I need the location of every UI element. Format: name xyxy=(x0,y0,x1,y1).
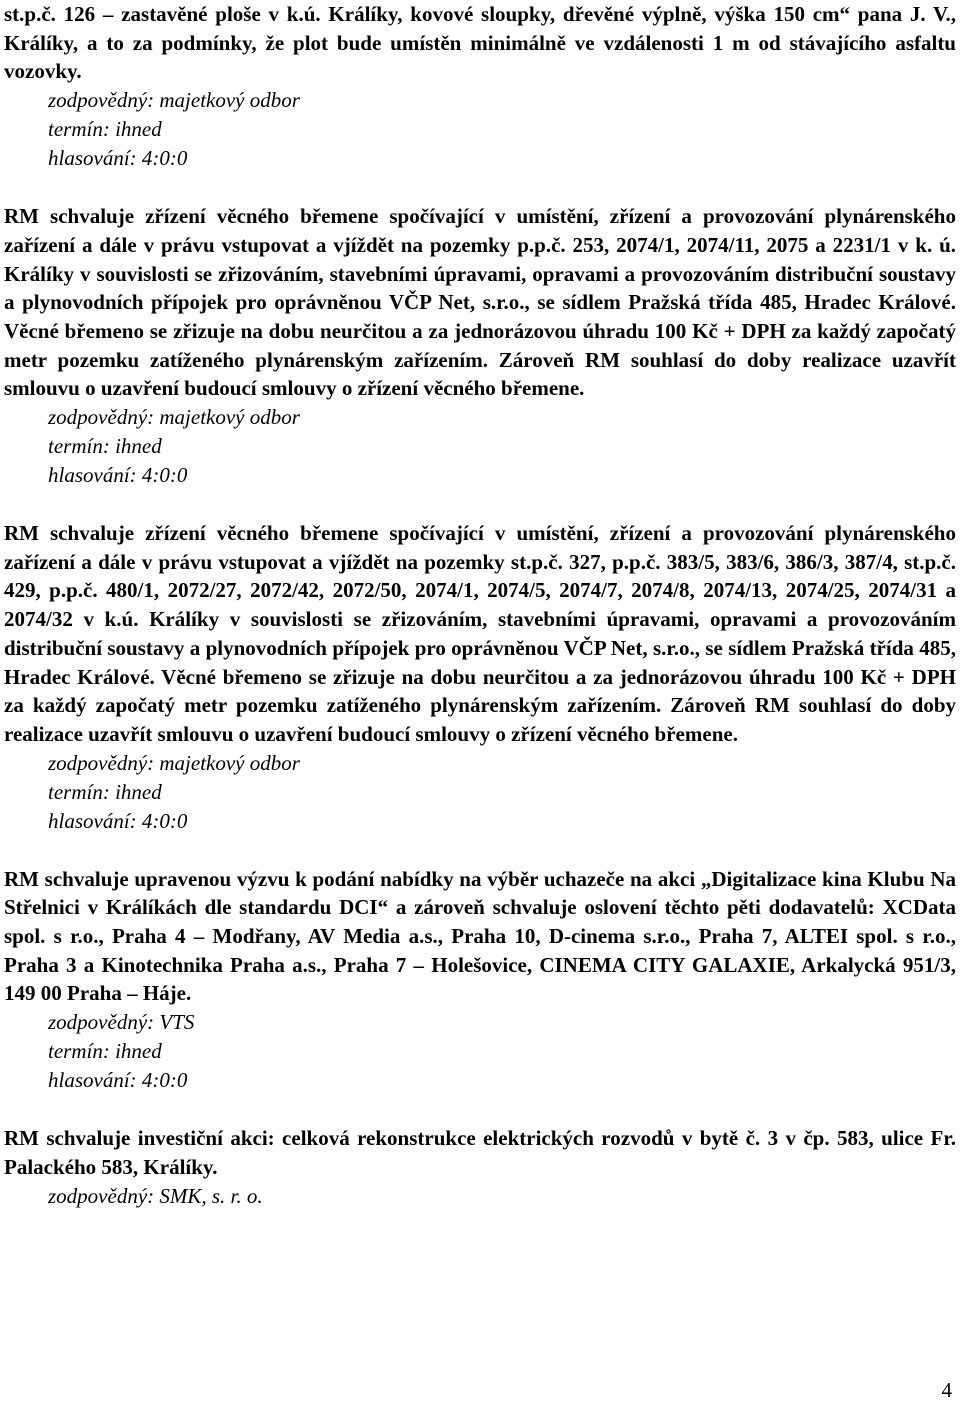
term-line: termín: ihned xyxy=(48,434,162,459)
vote-line: hlasování: 4:0:0 xyxy=(48,808,188,833)
vote-line: hlasování: 4:0:0 xyxy=(48,463,188,488)
term-line: termín: ihned xyxy=(48,117,162,142)
spacer xyxy=(4,836,956,865)
resolution-block-4 xyxy=(4,865,956,1096)
page-number: 4 xyxy=(941,1378,952,1402)
resolution-block-5 xyxy=(4,1124,956,1210)
responsible-line: zodpovědný: SMK, s. r. o. xyxy=(48,1183,263,1208)
responsible-line: zodpovědný: majetkový odbor xyxy=(48,750,300,775)
resolution-text: RM schvaluje zřízení věcného břemene spočívající v umístění, zřízení a provozování plynárenského zařízení a dále v právu vstupovat a vjíždět na pozemky p.p.č. 253, 2074/1, 2074/11, 2075 a 2231/1 v k. ú. Králíky v souvislosti se zřizováním, stavebními úpravami, opravami a provozováním distribuční soustavy a plynovodních přípojek pro oprávněnou VČP Net, s.r.o., se sídlem Pražská třída 485, Hradec Králové. Věcné břemeno se zřizuje na dobu neurčitou a za jednorázovou úhradu 100 Kč + DPH za každý započatý metr pozemku zatíženého plynárenským zařízením. Zároveň RM souhlasí do doby realizace uzavřít smlouvu o uzavření budoucí smlouvy o zřízení věcného břemene. xyxy=(4,204,956,401)
resolution-text: RM schvaluje investiční akci: celková rekonstrukce elektrických rozvodů v bytě č. 3 v čp. 583, ulice Fr. Palackého 583, Králíky. xyxy=(4,1126,956,1179)
resolution-block-2 xyxy=(4,202,956,490)
responsible-line: zodpovědný: VTS xyxy=(48,1010,195,1035)
term-line: termín: ihned xyxy=(48,779,162,804)
resolution-block-1 xyxy=(4,0,956,173)
resolution-block-3 xyxy=(4,519,956,836)
vote-line: hlasování: 4:0:0 xyxy=(48,1068,188,1093)
resolution-text: RM schvaluje upravenou výzvu k podání nabídky na výběr uchazeče na akci „Digitalizace kina Klubu Na Střelnici v Králíkách dle standardu DCI“ a zároveň schvaluje oslovení těchto pěti dodavatelů: XCData spol. s r.o., Praha 4 – Modřany, AV Media a.s., Praha 10, D-cinema s.r.o., Praha 7, ALTEI spol. s r.o., Praha 3 a Kinotechnika Praha a.s., Praha 7 – Holešovice, CINEMA CITY GALAXIE, Arkalycká 951/3, 149 00 Praha – Háje. xyxy=(4,866,956,1006)
responsible-line: zodpovědný: majetkový odbor xyxy=(48,88,300,113)
vote-line: hlasování: 4:0:0 xyxy=(48,146,188,171)
responsible-line: zodpovědný: majetkový odbor xyxy=(48,405,300,430)
spacer xyxy=(4,173,956,202)
term-line: termín: ihned xyxy=(48,1039,162,1064)
resolution-text: RM schvaluje zřízení věcného břemene spočívající v umístění, zřízení a provozování plynárenského zařízení a dále v právu vstupovat a vjíždět na pozemky st.p.č. 327, p.p.č. 383/5, 383/6, 386/3, 387/4, st.p.č. 429, p.p.č. 480/1, 2072/27, 2072/42, 2072/50, 2074/1, 2074/5, 2074/7, 2074/8, 2074/13, 2074/25, 2074/31 a 2074/32 v k.ú. Králíky v souvislosti se zřizováním, stavebními úpravami, opravami a provozováním distribuční soustavy a plynovodních přípojek pro oprávněnou VČP Net, s.r.o., se sídlem Pražská třída 485, Hradec Králové. Věcné břemeno se zřizuje na dobu neurčitou a za jednorázovou úhradu 100 Kč + DPH za každý započatý metr pozemku zatíženého plynárenským zařízením. Zároveň RM souhlasí do doby realizace uzavřít smlouvu o uzavření budoucí smlouvy o zřízení věcného břemene. xyxy=(4,521,956,746)
spacer xyxy=(4,1095,956,1124)
spacer xyxy=(4,490,956,519)
resolution-text: st.p.č. 126 – zastavěné ploše v k.ú. Králíky, kovové sloupky, dřevěné výplně, výška 150 cm“ pana J. V., Králíky, a to za podmínky, že plot bude umístěn minimálně ve vzdálenosti 1 m od stávajícího asfaltu vozovky. xyxy=(4,2,956,84)
